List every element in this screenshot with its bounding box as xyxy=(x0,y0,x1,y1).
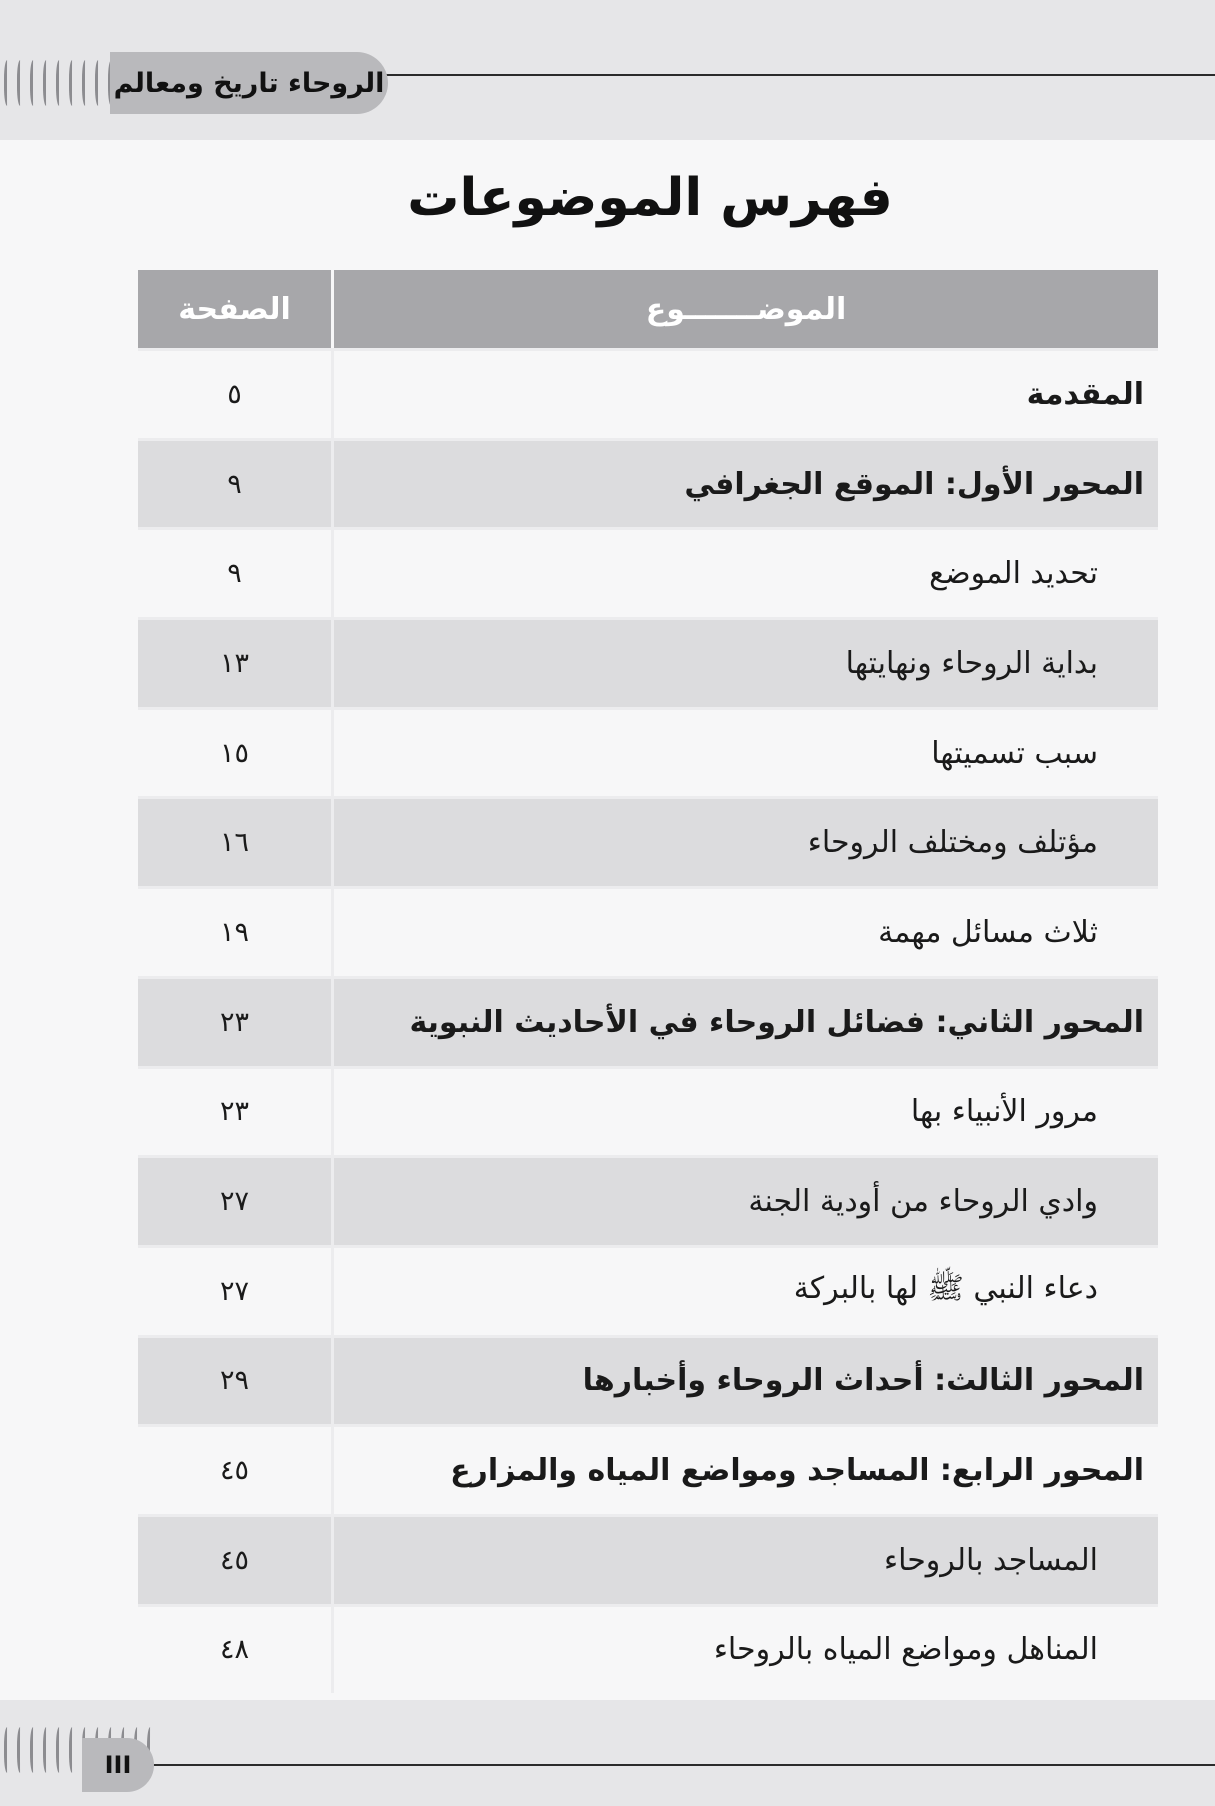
row-page-number: ٢٧ xyxy=(220,1275,250,1307)
table-row xyxy=(138,1514,1158,1604)
row-page-number: ٤٨ xyxy=(220,1634,250,1666)
toc-table xyxy=(138,270,1158,1693)
table-row xyxy=(138,1066,1158,1156)
row-topic: مؤتلف ومختلف الروحاء xyxy=(331,799,1158,886)
row-page-number: ٢٧ xyxy=(220,1186,250,1218)
table-row xyxy=(138,796,1158,886)
row-page-number: ٥ xyxy=(227,378,242,410)
row-topic: المحور الأول: الموقع الجغرافي xyxy=(331,441,1158,528)
row-page-number: ١٦ xyxy=(220,827,250,859)
row-page-number: ١٩ xyxy=(220,916,250,948)
page-number: III xyxy=(82,1738,154,1792)
row-topic: المناهل ومواضع المياه بالروحاء xyxy=(331,1607,1158,1694)
table-row xyxy=(138,1424,1158,1514)
row-topic: المقدمة xyxy=(331,351,1158,438)
table-row xyxy=(138,527,1158,617)
row-topic: المحور الثالث: أحداث الروحاء وأخبارها xyxy=(331,1338,1158,1425)
table-row xyxy=(138,886,1158,976)
row-topic: مرور الأنبياء بها xyxy=(331,1069,1158,1156)
row-topic: بداية الروحاء ونهايتها xyxy=(331,620,1158,707)
table-row xyxy=(138,1245,1158,1335)
row-topic: وادي الروحاء من أودية الجنة xyxy=(331,1158,1158,1245)
footer-band xyxy=(0,1700,1215,1806)
row-topic: ثلاث مسائل مهمة xyxy=(331,889,1158,976)
table-body xyxy=(138,348,1158,1693)
row-page-number: ٢٩ xyxy=(220,1365,250,1397)
row-topic: دعاء النبي ﷺ لها بالبركة xyxy=(331,1248,1158,1335)
table-row xyxy=(138,1604,1158,1694)
row-topic: المحور الثاني: فضائل الروحاء في الأحاديث النبوية xyxy=(331,979,1158,1066)
row-topic: تحديد الموضع xyxy=(331,530,1158,617)
row-page-number: ٩ xyxy=(227,558,242,590)
row-page-number: ١٥ xyxy=(220,737,250,769)
header-rule xyxy=(370,74,1215,76)
row-page-number: ٢٣ xyxy=(220,1096,250,1128)
footer-rule xyxy=(150,1764,1215,1766)
row-page-number: ١٣ xyxy=(220,647,250,679)
row-topic: المساجد بالروحاء xyxy=(331,1517,1158,1604)
column-header-page: الصفحة xyxy=(178,291,291,327)
table-row xyxy=(138,617,1158,707)
table-row xyxy=(138,438,1158,528)
column-header-topic: الموضـــــــوع xyxy=(331,270,1158,348)
table-header xyxy=(138,270,1158,348)
row-page-number: ٢٣ xyxy=(220,1006,250,1038)
table-row xyxy=(138,1155,1158,1245)
table-row xyxy=(138,707,1158,797)
row-page-number: ٤٥ xyxy=(220,1455,250,1487)
page-title: فهرس الموضوعات xyxy=(407,168,893,228)
row-topic: سبب تسميتها xyxy=(331,710,1158,797)
row-page-number: ٤٥ xyxy=(220,1544,250,1576)
table-row xyxy=(138,1335,1158,1425)
book-title: الروحاء تاريخ ومعالم xyxy=(110,52,388,114)
row-topic: المحور الرابع: المساجد ومواضع المياه والمزارع xyxy=(331,1427,1158,1514)
table-row xyxy=(138,976,1158,1066)
row-page-number: ٩ xyxy=(227,468,242,500)
table-row xyxy=(138,348,1158,438)
